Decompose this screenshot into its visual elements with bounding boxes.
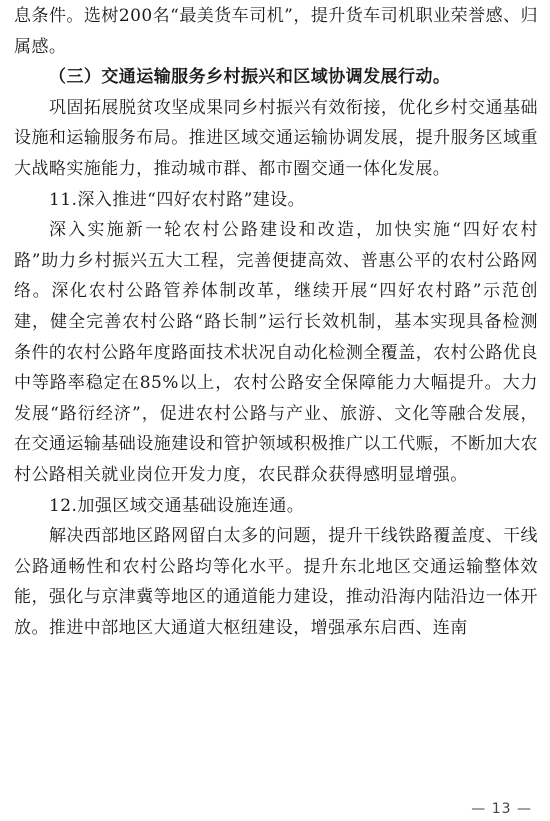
paragraph-body: 解决西部地区路网留白太多的问题，提升干线铁路覆盖度、干线公路通畅性和农村公路均等化水平。提升东北地区交通运输整体效能，强化与京津冀等地区的通道能力建设，推动沿海内陆沿边一体开放。推进中部地区大通道大枢纽建设，增强承东启西、连南 bbox=[14, 526, 538, 638]
paragraph-continuation: 息条件。选树200名“最美货车司机”，提升货车司机职业荣誉感、归属感。 bbox=[14, 6, 538, 57]
page-number: — 13 — bbox=[471, 801, 532, 817]
paragraph-body: 巩固拓展脱贫攻坚成果同乡村振兴有效衔接，优化乡村交通基础设施和运输服务布局。推进区域交通运输协调发展，提升服务区域重大战略实施能力，推动城市群、都市圈交通一体化发展。 bbox=[14, 97, 538, 179]
paragraph-body: 深入实施新一轮农村公路建设和改造，加快实施“四好农村路”助力乡村振兴五大工程，完善便捷高效、普惠公平的农村公路网络。深化农村公路管养体制改革，继续开展“四好农村路”示范创建，健全完善农村公路“路长制”运行长效机制，基本实现具备检测条件的农村公路年度路面技术状况自动化检测全覆盖，农村公路优良中等路率稳定在85%以上，农村公路安全保障能力大幅提升。大力发展“路衍经济”，促进农村公路与产业、旅游、文化等融合发展，在交通运输基础设施建设和管护领域积极推广以工代赈，不断加大农村公路相关就业岗位开发力度，农民群众获得感明显增强。 bbox=[14, 220, 538, 485]
section-heading: （三）交通运输服务乡村振兴和区域协调发展行动。 bbox=[49, 67, 451, 88]
item-heading-12: 12.加强区域交通基础设施连通。 bbox=[49, 495, 305, 516]
item-heading-11: 11.深入推进“四好农村路”建设。 bbox=[49, 189, 306, 210]
